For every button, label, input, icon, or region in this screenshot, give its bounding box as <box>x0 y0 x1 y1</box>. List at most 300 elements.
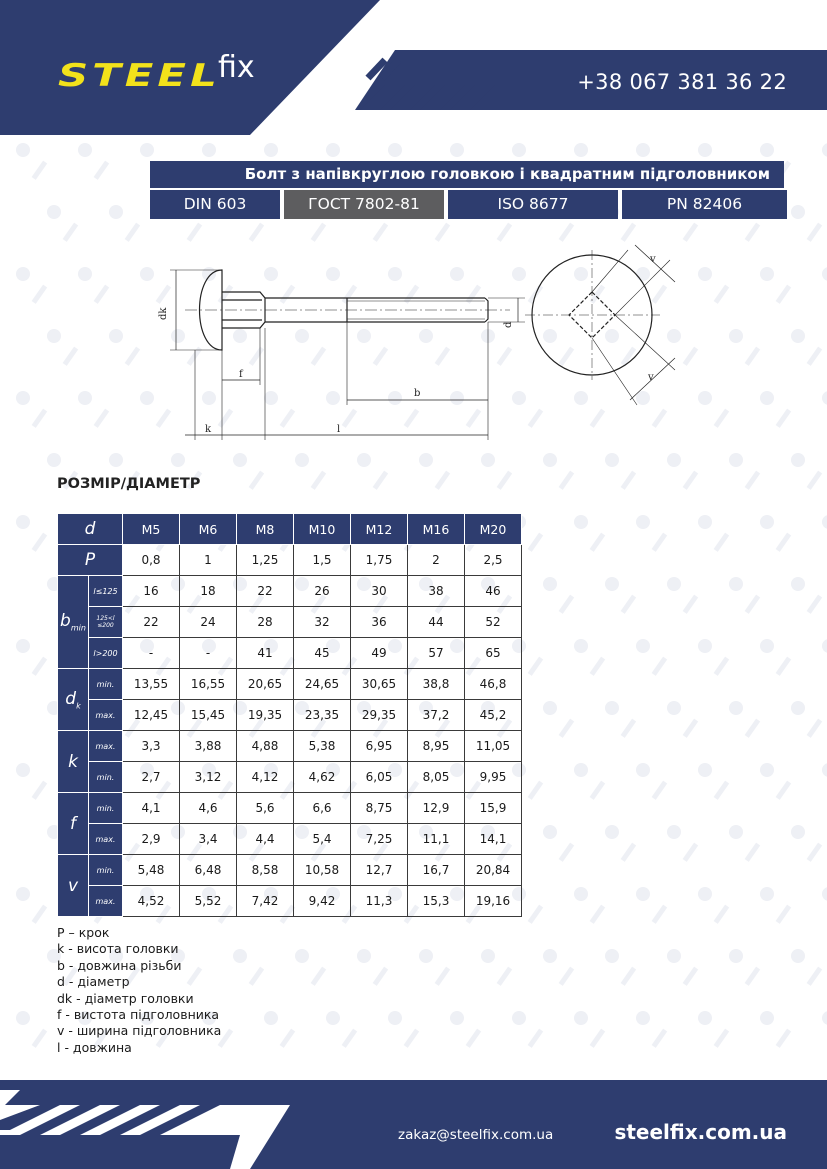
pattern-bolt <box>32 409 48 428</box>
table-cell: 9,95 <box>465 762 522 793</box>
pattern-bolt <box>32 905 48 924</box>
pattern-dot <box>605 577 619 591</box>
pattern-bolt <box>776 657 792 676</box>
pattern-dot <box>264 143 278 157</box>
table-cell: 23,35 <box>294 700 351 731</box>
pattern-bolt <box>528 905 544 924</box>
pattern-bolt <box>683 471 699 490</box>
size-header: M6 <box>180 514 237 545</box>
pattern-dot <box>698 143 712 157</box>
table-cell: 7,42 <box>237 886 294 917</box>
pattern-bolt <box>435 967 451 986</box>
pattern-dot <box>78 391 92 405</box>
pattern-dot <box>760 639 774 653</box>
pattern-dot <box>667 825 681 839</box>
table-cell: 8,95 <box>408 731 465 762</box>
pattern-dot <box>264 1011 278 1025</box>
pattern-dot <box>543 701 557 715</box>
table-cell: 30,65 <box>351 669 408 700</box>
pattern-bolt <box>745 471 761 490</box>
pattern-bolt <box>714 285 730 304</box>
pattern-dot <box>791 577 805 591</box>
pattern-bolt <box>652 1029 668 1048</box>
dim-label-dk: dk <box>158 307 169 320</box>
table-cell: 11,3 <box>351 886 408 917</box>
pattern-dot <box>791 329 805 343</box>
pattern-bolt <box>776 409 792 428</box>
table-cell: 4,6 <box>180 793 237 824</box>
table-cell: 22 <box>123 607 180 638</box>
dk-label-sub: k <box>76 701 81 711</box>
pattern-dot <box>574 143 588 157</box>
pattern-bolt <box>94 285 110 304</box>
pattern-dot <box>78 267 92 281</box>
pattern-bolt <box>590 781 606 800</box>
pattern-bolt <box>559 595 575 614</box>
pattern-bolt <box>745 347 761 366</box>
pattern-bolt <box>621 719 637 738</box>
table-cell: 6,48 <box>180 855 237 886</box>
dim-label-v-top: v <box>650 254 656 265</box>
table-cell: 11,05 <box>465 731 522 762</box>
pattern-bolt <box>745 967 761 986</box>
pattern-dot <box>822 143 827 157</box>
table-cell: 16,7 <box>408 855 465 886</box>
pattern-dot <box>760 515 774 529</box>
dim-label-k: k <box>205 424 212 435</box>
table-cell: 24,65 <box>294 669 351 700</box>
table-row-k <box>58 731 522 762</box>
table-row-p <box>58 545 522 576</box>
pattern-dot <box>357 453 371 467</box>
table-cell: 7,25 <box>351 824 408 855</box>
pattern-dot <box>729 577 743 591</box>
pattern-bolt <box>714 533 730 552</box>
table-cell: 24 <box>180 607 237 638</box>
table-cell: 32 <box>294 607 351 638</box>
pattern-bolt <box>590 657 606 676</box>
phone-number[interactable]: +38 067 381 36 22 <box>577 70 787 94</box>
pattern-dot <box>233 453 247 467</box>
pattern-dot <box>171 453 185 467</box>
bolt-technical-drawing <box>150 240 700 450</box>
pattern-dot <box>326 143 340 157</box>
pattern-dot <box>667 577 681 591</box>
pattern-dot <box>760 763 774 777</box>
pattern-dot <box>760 391 774 405</box>
table-cell: 19,35 <box>237 700 294 731</box>
legend-item: l - довжина <box>57 1039 132 1055</box>
pattern-bolt <box>528 533 544 552</box>
table-row-k <box>58 762 522 793</box>
pattern-bolt <box>807 471 823 490</box>
pattern-bolt <box>745 719 761 738</box>
pattern-bolt <box>590 905 606 924</box>
pattern-dot <box>140 143 154 157</box>
dim-label-f: f <box>239 369 243 380</box>
size-header: M10 <box>294 514 351 545</box>
table-row-dk <box>58 700 522 731</box>
pattern-dot <box>822 515 827 529</box>
table-cell: 1 <box>180 545 237 576</box>
table-cell: 5,38 <box>294 731 351 762</box>
dk-label-main: d <box>65 688 77 709</box>
table-cell: 4,62 <box>294 762 351 793</box>
pattern-dot <box>729 825 743 839</box>
table-cell: 37,2 <box>408 700 465 731</box>
table-cell: 1,25 <box>237 545 294 576</box>
row-condition: min. <box>89 855 123 886</box>
table-cell: 46,8 <box>465 669 522 700</box>
pattern-bolt <box>776 285 792 304</box>
pattern-dot <box>791 205 805 219</box>
row-label-k: k <box>58 731 89 793</box>
table-cell: 20,84 <box>465 855 522 886</box>
pattern-bolt <box>528 657 544 676</box>
pattern-dot <box>16 391 30 405</box>
table-cell: 45 <box>294 638 351 669</box>
table-cell: 20,65 <box>237 669 294 700</box>
pattern-dot <box>729 453 743 467</box>
pattern-dot <box>791 701 805 715</box>
pattern-bolt <box>776 533 792 552</box>
pattern-bolt <box>745 595 761 614</box>
table-cell: 57 <box>408 638 465 669</box>
pattern-dot <box>16 143 30 157</box>
section-title: РОЗМІР/ДІАМЕТР <box>57 476 201 492</box>
dim-label-l: l <box>337 424 341 435</box>
pattern-dot <box>295 453 309 467</box>
table-cell: 28 <box>237 607 294 638</box>
table-cell: 10,58 <box>294 855 351 886</box>
row-label-v: v <box>58 855 89 917</box>
pattern-bolt <box>621 595 637 614</box>
row-condition: l≤125 <box>89 576 123 607</box>
size-header: M5 <box>123 514 180 545</box>
table-cell: 38 <box>408 576 465 607</box>
legend-item: k - висота головки <box>57 941 179 957</box>
pattern-bolt <box>32 657 48 676</box>
pattern-bolt <box>590 1029 606 1048</box>
table-cell: 8,05 <box>408 762 465 793</box>
row-label-p: P <box>58 545 123 576</box>
pattern-dot <box>698 887 712 901</box>
table-cell: 36 <box>351 607 408 638</box>
table-cell: 15,45 <box>180 700 237 731</box>
pattern-bolt <box>776 1029 792 1048</box>
pattern-dot <box>543 949 557 963</box>
pattern-dot <box>605 453 619 467</box>
pattern-dot <box>109 453 123 467</box>
table-cell: 16 <box>123 576 180 607</box>
pattern-dot <box>419 453 433 467</box>
pattern-bolt <box>714 905 730 924</box>
pattern-bolt <box>94 409 110 428</box>
dim-label-v-bottom: v <box>648 372 654 383</box>
pattern-bolt <box>745 223 761 242</box>
pattern-bolt <box>652 905 668 924</box>
pattern-bolt <box>63 223 79 242</box>
row-condition: min. <box>89 669 123 700</box>
pattern-dot <box>822 391 827 405</box>
pattern-bolt <box>652 533 668 552</box>
legend-item: dk - діаметр головки <box>57 990 194 1006</box>
pattern-bolt <box>807 967 823 986</box>
website-link[interactable]: steelfix.com.ua <box>614 1120 787 1144</box>
pattern-bolt <box>373 471 389 490</box>
pattern-dot <box>16 763 30 777</box>
pattern-dot <box>822 639 827 653</box>
pattern-bolt <box>311 967 327 986</box>
pattern-dot <box>791 453 805 467</box>
standard-gost: ГОСТ 7802-81 <box>284 190 444 219</box>
pattern-bolt <box>63 347 79 366</box>
size-header: M8 <box>237 514 294 545</box>
pattern-dot <box>16 887 30 901</box>
row-condition: max. <box>89 700 123 731</box>
table-cell: 0,8 <box>123 545 180 576</box>
table-cell: 15,9 <box>465 793 522 824</box>
row-condition: max. <box>89 886 123 917</box>
pattern-bolt <box>32 781 48 800</box>
pattern-bolt <box>32 161 48 180</box>
pattern-dot <box>791 949 805 963</box>
pattern-dot <box>698 639 712 653</box>
pattern-dot <box>574 1011 588 1025</box>
pattern-bolt <box>590 533 606 552</box>
pattern-dot <box>760 267 774 281</box>
table-cell: 6,05 <box>351 762 408 793</box>
table-cell: 44 <box>408 607 465 638</box>
table-cell: 12,7 <box>351 855 408 886</box>
pattern-bolt <box>32 533 48 552</box>
pattern-bolt <box>249 471 265 490</box>
legend-item: f - вистота підголовника <box>57 1007 220 1023</box>
table-cell: - <box>123 638 180 669</box>
pattern-dot <box>605 701 619 715</box>
pattern-bolt <box>404 1029 420 1048</box>
pattern-dot <box>388 1011 402 1025</box>
pattern-dot <box>605 825 619 839</box>
table-cell: 8,75 <box>351 793 408 824</box>
pattern-dot <box>822 887 827 901</box>
pattern-dot <box>698 267 712 281</box>
table-cell: 26 <box>294 576 351 607</box>
pattern-dot <box>78 143 92 157</box>
standard-din: DIN 603 <box>150 190 280 219</box>
table-cell: 4,1 <box>123 793 180 824</box>
pattern-dot <box>16 639 30 653</box>
table-cell: 3,3 <box>123 731 180 762</box>
pattern-dot <box>419 949 433 963</box>
table-cell: 3,12 <box>180 762 237 793</box>
table-cell: 14,1 <box>465 824 522 855</box>
legend <box>57 925 221 1056</box>
pattern-dot <box>450 1011 464 1025</box>
pattern-dot <box>636 887 650 901</box>
pattern-bolt <box>807 719 823 738</box>
table-cell: 6,95 <box>351 731 408 762</box>
pattern-dot <box>791 825 805 839</box>
pattern-dot <box>636 763 650 777</box>
table-cell: 5,48 <box>123 855 180 886</box>
table-cell: 11,1 <box>408 824 465 855</box>
pattern-dot <box>109 329 123 343</box>
pattern-dot <box>729 949 743 963</box>
pattern-bolt <box>621 967 637 986</box>
pattern-bolt <box>714 657 730 676</box>
standard-iso: ISO 8677 <box>448 190 618 219</box>
pattern-bolt <box>342 1029 358 1048</box>
pattern-dot <box>16 267 30 281</box>
pattern-dot <box>295 949 309 963</box>
pattern-dot <box>450 143 464 157</box>
dim-label-d: d <box>503 321 514 328</box>
standards-row <box>150 190 787 219</box>
table-cell: 9,42 <box>294 886 351 917</box>
table-cell: 49 <box>351 638 408 669</box>
size-header: M12 <box>351 514 408 545</box>
contact-email[interactable]: zakaz@steelfix.com.ua <box>398 1127 554 1143</box>
table-cell: 1,5 <box>294 545 351 576</box>
pattern-bolt <box>714 409 730 428</box>
pattern-dot <box>667 949 681 963</box>
pattern-dot <box>636 143 650 157</box>
pattern-bolt <box>249 967 265 986</box>
pattern-dot <box>543 577 557 591</box>
row-condition: 125<l ≤200 <box>89 607 123 638</box>
pattern-bolt <box>435 471 451 490</box>
row-condition: min. <box>89 762 123 793</box>
row-condition: min. <box>89 793 123 824</box>
table-cell: 45,2 <box>465 700 522 731</box>
pattern-dot <box>636 639 650 653</box>
row-label-b <box>58 576 89 669</box>
table-cell: 2,5 <box>465 545 522 576</box>
table-row-f <box>58 793 522 824</box>
pattern-bolt <box>497 471 513 490</box>
table-cell: 5,6 <box>237 793 294 824</box>
pattern-dot <box>47 453 61 467</box>
logo-steel-text: STEEL <box>58 58 221 94</box>
table-cell: 2,7 <box>123 762 180 793</box>
table-cell: 8,58 <box>237 855 294 886</box>
pattern-bolt <box>528 1029 544 1048</box>
pattern-dot <box>574 639 588 653</box>
pattern-dot <box>543 825 557 839</box>
table-cell: 4,88 <box>237 731 294 762</box>
pattern-bolt <box>776 781 792 800</box>
row-label-f: f <box>58 793 89 855</box>
pattern-dot <box>698 515 712 529</box>
pattern-dot <box>636 515 650 529</box>
pattern-dot <box>822 267 827 281</box>
table-cell: 46 <box>465 576 522 607</box>
pattern-bolt <box>714 781 730 800</box>
table-header-row <box>58 514 522 545</box>
pattern-dot <box>760 887 774 901</box>
legend-item: P – крок <box>57 925 110 940</box>
pattern-dot <box>760 1011 774 1025</box>
pattern-bolt <box>714 1029 730 1048</box>
pattern-bolt <box>497 967 513 986</box>
table-row-b <box>58 607 522 638</box>
pattern-bolt <box>776 905 792 924</box>
pattern-bolt <box>125 223 141 242</box>
table-cell: 1,75 <box>351 545 408 576</box>
table-cell: 38,8 <box>408 669 465 700</box>
row-label-dk <box>58 669 89 731</box>
table-cell: 5,4 <box>294 824 351 855</box>
product-title: Болт з напівкруглою головкою і квадратним підголовником <box>150 161 784 188</box>
table-row-f <box>58 824 522 855</box>
pattern-bolt <box>373 967 389 986</box>
pattern-bolt <box>807 595 823 614</box>
pattern-bolt <box>125 347 141 366</box>
pattern-dot <box>698 763 712 777</box>
pattern-dot <box>481 453 495 467</box>
pattern-bolt <box>807 223 823 242</box>
table-cell: 30 <box>351 576 408 607</box>
pattern-dot <box>729 701 743 715</box>
pattern-bolt <box>32 285 48 304</box>
table-row-v <box>58 886 522 917</box>
table-cell: 18 <box>180 576 237 607</box>
table-cell: 5,52 <box>180 886 237 917</box>
table-cell: - <box>180 638 237 669</box>
pattern-dot <box>16 1011 30 1025</box>
pattern-dot <box>574 515 588 529</box>
pattern-dot <box>202 143 216 157</box>
table-cell: 65 <box>465 638 522 669</box>
pattern-bolt <box>683 719 699 738</box>
pattern-dot <box>605 949 619 963</box>
pattern-bolt <box>807 347 823 366</box>
pattern-dot <box>233 949 247 963</box>
table-cell: 4,12 <box>237 762 294 793</box>
legend-item: b - довжина різьби <box>57 957 182 973</box>
pattern-bolt <box>311 471 327 490</box>
table-cell: 13,55 <box>123 669 180 700</box>
pattern-bolt <box>621 843 637 862</box>
table-cell: 16,55 <box>180 669 237 700</box>
pattern-bolt <box>466 1029 482 1048</box>
table-row-b <box>58 638 522 669</box>
b-label-sub: min <box>70 623 86 633</box>
table-cell: 15,3 <box>408 886 465 917</box>
spec-table <box>57 513 522 917</box>
pattern-bolt <box>528 781 544 800</box>
pattern-dot <box>512 1011 526 1025</box>
pattern-dot <box>667 701 681 715</box>
b-label-main: b <box>60 611 71 632</box>
pattern-dot <box>760 143 774 157</box>
legend-item: v - ширина підголовника <box>57 1023 222 1039</box>
table-cell: 22 <box>237 576 294 607</box>
pattern-bolt <box>32 1029 48 1048</box>
table-cell: 12,45 <box>123 700 180 731</box>
pattern-dot <box>729 329 743 343</box>
pattern-bolt <box>559 967 575 986</box>
pattern-dot <box>822 1011 827 1025</box>
pattern-dot <box>698 391 712 405</box>
pattern-bolt <box>683 967 699 986</box>
pattern-dot <box>636 1011 650 1025</box>
pattern-dot <box>574 763 588 777</box>
legend-item: d - діаметр <box>57 974 130 990</box>
size-header: M16 <box>408 514 465 545</box>
pattern-dot <box>667 453 681 467</box>
